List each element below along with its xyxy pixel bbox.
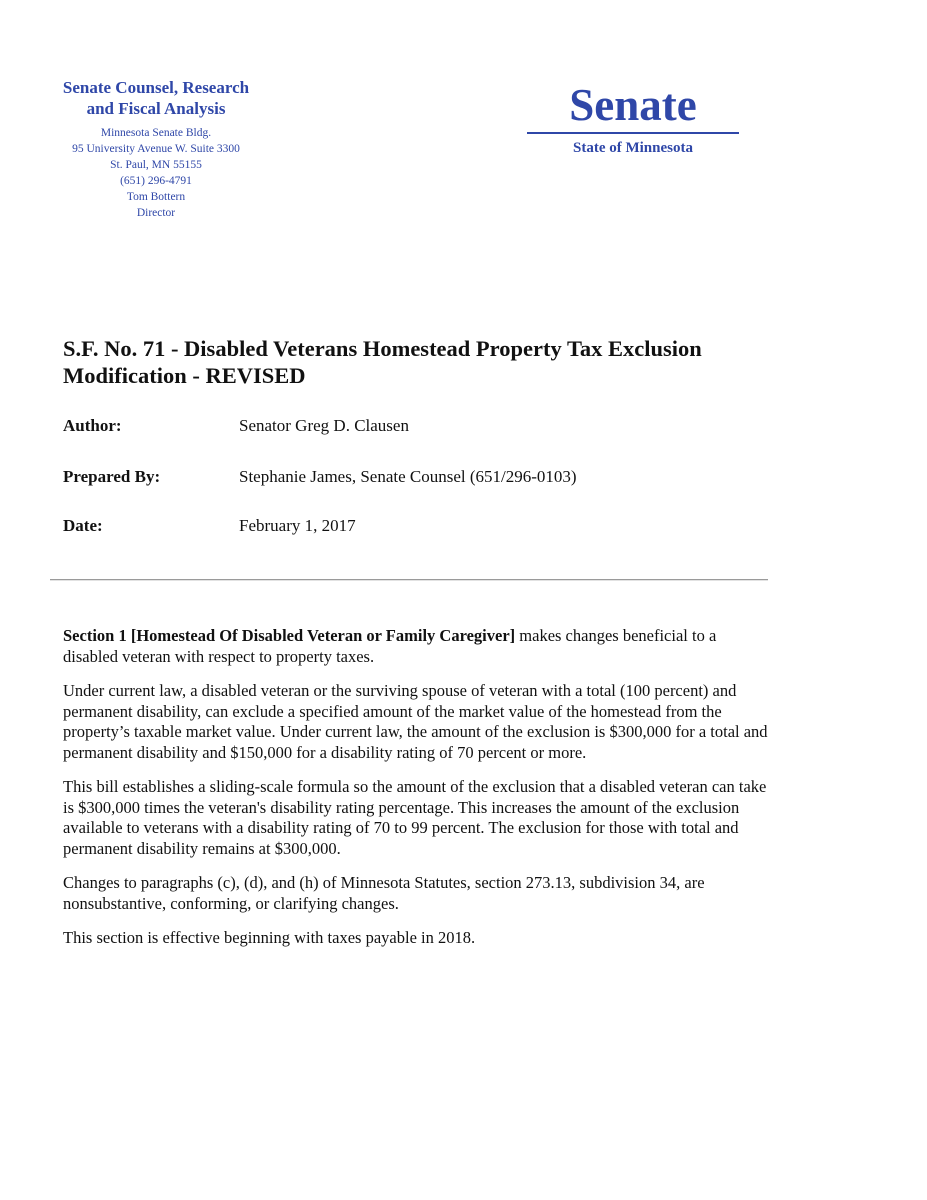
senate-subtitle: State of Minnesota: [573, 140, 693, 156]
senate-title: Senate: [569, 80, 697, 130]
senate-letterhead: [527, 80, 739, 158]
office-phone: (651) 296-4791: [120, 175, 192, 187]
senate-rule: [527, 132, 739, 134]
author-label: Author:: [63, 416, 122, 435]
summary-body: [63, 626, 773, 963]
paragraph-effective-date: This section is effective beginning with taxes payable in 2018.: [63, 928, 476, 947]
office-letterhead: [40, 77, 272, 221]
office-name-line1: Senate Counsel, Research: [62, 78, 250, 97]
prepared-by-label: Prepared By:: [63, 467, 161, 486]
office-director-title: Director: [136, 207, 176, 219]
section-heading: Section 1 [Homestead Of Disabled Veteran or Family Caregiver]: [63, 626, 516, 645]
date-value: February 1, 2017: [239, 516, 356, 535]
office-city: St. Paul, MN 55155: [110, 159, 202, 171]
bill-title: S.F. No. 71 - Disabled Veterans Homestead Property Tax Exclusion Modification - REVISED: [63, 336, 702, 388]
paragraph-sliding-scale: This bill establishes a sliding-scale formula so the amount of the exclusion that a disabled veteran can take is $300,000 times the veteran's disability rating percentage. This increases the amount of the exclusion available to veterans with a disability rating of 70 to 99 percent. The exclusion for those with total and permanent disability remains at $300,000.: [63, 777, 767, 858]
header-divider: [50, 579, 768, 581]
section-paragraph: [63, 626, 773, 667]
paragraph-current-law: Under current law, a disabled veteran or the surviving spouse of veteran with a total (100 percent) and permanent disability, can exclude a specified amount of the market value of the homestead from the property’s taxable market value. Under current law, the amount of the exclusion is $300,000 for a total and permanent disability and $150,000 for a disability rating of 70 percent or more.: [63, 681, 768, 762]
office-address: 95 University Avenue W. Suite 3300: [72, 143, 240, 155]
date-label: Date:: [63, 516, 103, 535]
paragraph-nonsubstantive: Changes to paragraphs (c), (d), and (h) of Minnesota Statutes, section 273.13, subdivision 34, are nonsubstantive, conforming, or clarifying changes.: [63, 873, 705, 913]
prepared-by-value: Stephanie James, Senate Counsel (651/296-0103): [239, 467, 577, 486]
office-building: Minnesota Senate Bldg.: [100, 127, 212, 139]
section-intro: makes changes beneficial to a disabled veteran with respect to property taxes.: [63, 626, 717, 666]
office-name-line2: and Fiscal Analysis: [86, 99, 226, 118]
office-director-name: Tom Bottern: [126, 191, 186, 203]
author-value: Senator Greg D. Clausen: [239, 416, 409, 435]
